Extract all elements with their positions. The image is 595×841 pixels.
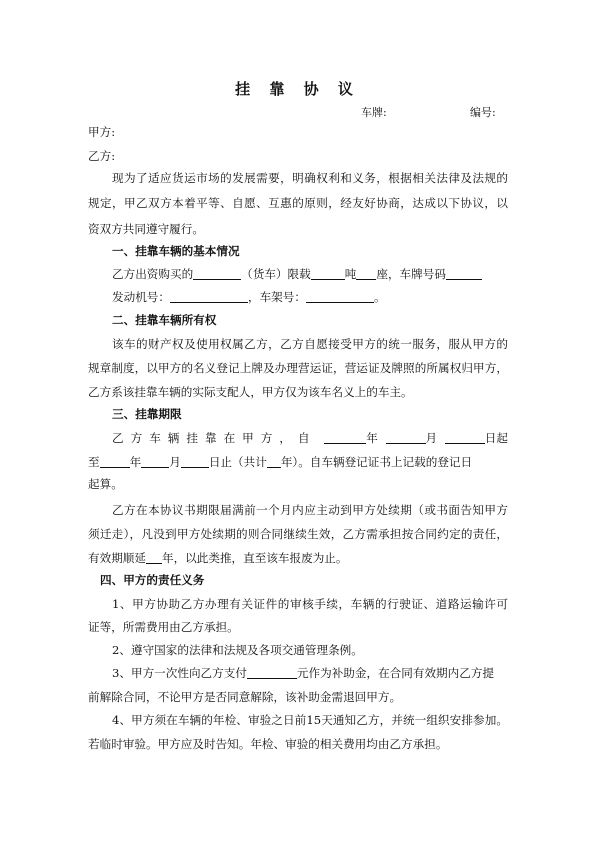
section-3-para-2-line-1: 乙方在本协议书期限届满前一个月内应主动到甲方处续期（或书面告知甲方 — [112, 503, 508, 517]
s3-text-d: 日起 — [484, 431, 508, 445]
s3-text-j: 有效期顺延 — [88, 551, 146, 565]
end-month-blank — [141, 456, 169, 468]
s3-text-f: 年 — [129, 455, 142, 469]
section-3-line-3: 起算。 — [88, 477, 123, 491]
s3-text-g: 月 — [169, 455, 181, 469]
s4-text-a: 3、甲方一次性向乙方支付 — [112, 666, 247, 680]
s1-text-f: ，车架号： — [247, 290, 306, 304]
section-4-item-1-line-1: 1、甲方协助乙方办理有关证件的审核手续，车辆的行驶证、道路运输许可 — [112, 597, 508, 611]
plate-number-blank — [446, 268, 482, 280]
s1-text-b: （货车）限载 — [241, 267, 311, 281]
s3-text-a: 乙方车辆挂靠在甲方，自 — [112, 431, 317, 445]
section-4-item-4-line-2: 若临时审验。甲方应及时告知。年检、审验的相关费用均由乙方承担。 — [88, 737, 448, 751]
section-4-item-3-line-1 — [112, 665, 532, 681]
s3-text-c: 月 — [425, 431, 438, 445]
start-year-blank — [324, 432, 366, 444]
section-3-line-1 — [112, 430, 508, 446]
load-limit-blank — [311, 268, 345, 280]
extension-years-blank — [146, 552, 162, 564]
s4-text-b: 元作为补助金，在合同有效期内乙方提 — [296, 666, 495, 680]
intro-line-3: 资双方共同遵守履行。 — [88, 222, 204, 236]
s3-text-i: 年）。自车辆登记证书上记载的登记日 — [280, 455, 473, 469]
end-year-blank — [100, 456, 130, 468]
s3-text-k: 年，以此类推，直至该车报废为止。 — [161, 551, 348, 565]
section-3-para-2-line-3 — [88, 550, 508, 566]
section-1-line-1 — [112, 266, 532, 282]
section-4-item-4-line-1: 4、甲方须在车辆的年检、审验之日前15天通知乙方，并统一组织安排参加。 — [112, 713, 508, 727]
section-2-heading: 二、挂靠车辆所有权 — [112, 313, 217, 327]
serial-number-label: 编号: — [470, 106, 496, 119]
intro-line-2: 规定，甲乙双方本着平等、自愿、互惠的原则，经友好协商，达成以下协议，以 — [88, 196, 508, 210]
s1-text-g: 。 — [373, 290, 386, 304]
s1-text-e: 发动机号： — [112, 290, 170, 304]
section-2-line-3: 乙方系该挂靠车辆的实际支配人，甲方仅为该车名义上的车主。 — [88, 385, 413, 399]
frame-number-blank — [306, 291, 374, 303]
party-a-label: 甲方: — [88, 125, 116, 139]
document-title: 挂 靠 协 议 — [235, 80, 360, 98]
party-b-label: 乙方: — [88, 149, 116, 163]
section-4-item-3-line-2: 前解除合同，不论甲方是否同意解除，该补助金需退回甲方。 — [88, 690, 402, 704]
seats-blank — [356, 268, 376, 280]
subsidy-amount-blank — [247, 667, 297, 679]
section-4-item-1-line-2: 证等，所需费用由乙方承担。 — [88, 620, 239, 634]
s3-text-h: 日止（共计 — [208, 455, 267, 469]
section-3-heading: 三、挂靠期限 — [112, 407, 182, 421]
car-plate-label: 车牌: — [361, 106, 387, 119]
section-3-line-2 — [88, 454, 508, 470]
start-month-blank — [386, 432, 426, 444]
start-day-blank — [445, 432, 485, 444]
section-3-para-2-line-2: 须迁走），凡没到甲方处续期的则合同继续生效，乙方需承担按合同约定的责任， — [88, 527, 508, 541]
s1-text-c: 吨 — [344, 267, 357, 281]
section-2-line-2: 规章制度，以甲方的名义登记上牌及办理营运证，营运证及牌照的所属权归甲方， — [88, 361, 508, 375]
section-4-item-2: 2、遵守国家的法律和法规及各项交通管理条例。 — [112, 643, 363, 657]
section-2-line-1: 该车的财产权及使用权属乙方，乙方自愿接受甲方的统一服务，服从甲方的 — [112, 337, 508, 351]
s1-text-a: 乙方出资购买的 — [112, 267, 194, 281]
end-day-blank — [181, 456, 209, 468]
intro-line-1: 现为了适应货运市场的发展需要，明确权利和义务，根据相关法律及法规的 — [112, 171, 508, 185]
section-1-line-2 — [112, 289, 532, 305]
engine-number-blank — [170, 291, 248, 303]
total-years-blank — [267, 456, 281, 468]
vehicle-type-blank — [193, 268, 241, 280]
section-4-heading: 四、甲方的责任义务 — [100, 573, 205, 587]
s3-text-e: 至 — [88, 455, 100, 469]
section-1-heading: 一、挂靠车辆的基本情况 — [112, 244, 240, 258]
s3-text-b: 年 — [366, 431, 378, 445]
s1-text-d: 座，车牌号码 — [376, 267, 446, 281]
